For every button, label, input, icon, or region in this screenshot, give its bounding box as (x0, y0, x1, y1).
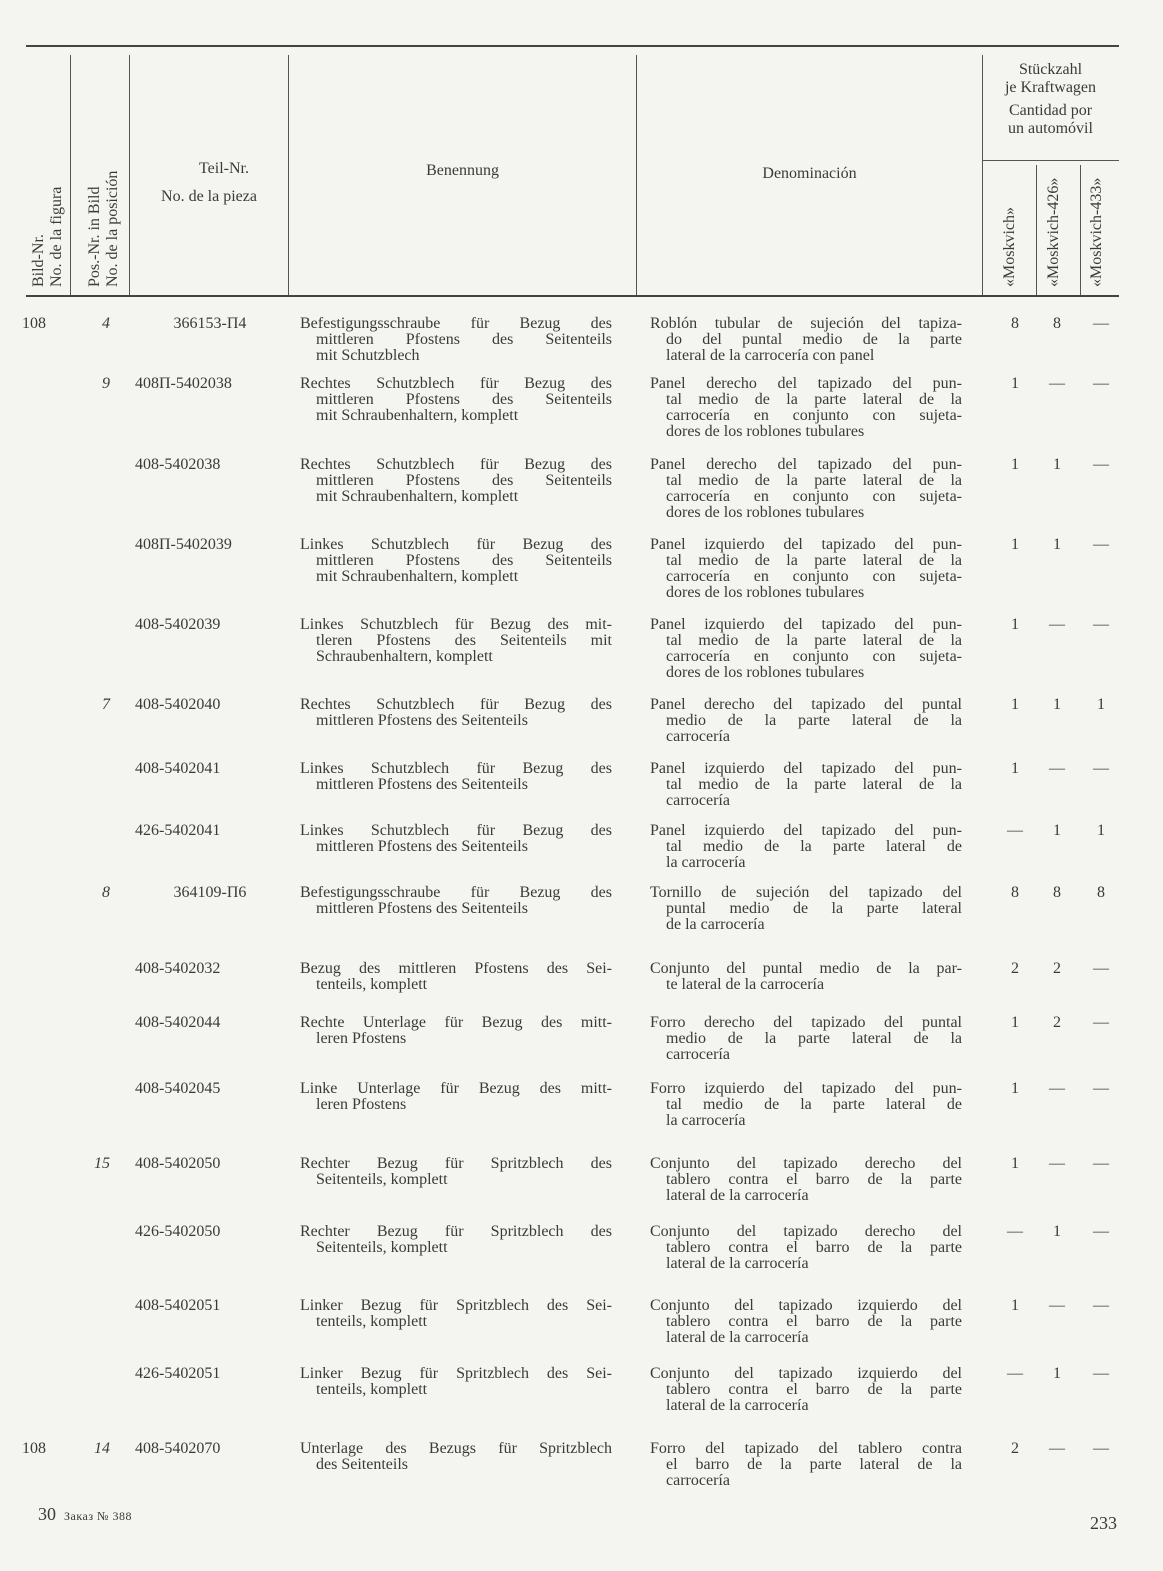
part-number: 408-5402032 (135, 960, 221, 977)
denominacion-line: Panel derecho del tapizado del puntal (650, 696, 962, 713)
header-benennung: Benennung (426, 162, 499, 179)
part-number: 426-5402050 (135, 1223, 221, 1240)
denominacion-text (650, 457, 962, 521)
qty-moskvich-426: 1 (1053, 696, 1061, 713)
qty-moskvich-433: — (1093, 1014, 1109, 1031)
benennung-line: mittleren Pfostens des Seitenteils (316, 552, 612, 569)
qty-moskvich-433: — (1093, 1365, 1109, 1382)
denominacion-line: carrocería (666, 1472, 730, 1489)
denominacion-line: Conjunto del tapizado derecho del (650, 1223, 962, 1240)
denominacion-line: Conjunto del tapizado derecho del (650, 1155, 962, 1172)
denominacion-line: carrocería (666, 792, 730, 809)
benennung-line: Rechtes Schutzblech für Bezug des (300, 456, 612, 473)
benennung-line: Rechte Unterlage für Bezug des mitt- (300, 1014, 612, 1031)
benennung-text (300, 1366, 612, 1398)
position-number: 8 (102, 884, 110, 901)
benennung-line: Rechtes Schutzblech für Bezug des (300, 696, 612, 713)
denominacion-line: lateral de la carrocería (666, 1187, 809, 1204)
qty-moskvich-433: — (1093, 760, 1109, 777)
qty-moskvich: 1 (1011, 536, 1019, 553)
denominacion-text (650, 1298, 962, 1346)
benennung-text (300, 1015, 612, 1047)
denominacion-line: tal medio de la parte lateral de (666, 1096, 962, 1113)
benennung-line: tenteils, komplett (316, 976, 428, 993)
denominacion-line: puntal medio de la parte lateral (666, 900, 962, 917)
header-quantity (982, 61, 1119, 138)
header-quantity-line2: je Kraftwagen (1004, 79, 1097, 96)
benennung-text (300, 823, 612, 855)
part-number: 408П-5402039 (135, 536, 232, 553)
qty-moskvich-426: 2 (1053, 1014, 1061, 1031)
benennung-line: Schraubenhaltern, komplett (316, 648, 493, 665)
qty-moskvich-426: — (1049, 1080, 1065, 1097)
qty-moskvich: 1 (1011, 1014, 1019, 1031)
denominacion-line: carrocería en conjunto con sujeta- (666, 407, 962, 424)
benennung-line: tleren Pfostens des Seitenteils mit (316, 632, 612, 649)
header-model-moskvich-433: «Moskvich-433» (1088, 177, 1105, 287)
denominacion-line: el barro de la parte lateral de la (666, 1456, 962, 1473)
denominacion-text (650, 1441, 962, 1489)
denominacion-text (650, 316, 962, 364)
denominacion-text (650, 761, 962, 809)
denominacion-line: lateral de la carrocería con panel (666, 347, 875, 364)
header-fig-no-line1: Bild-Nr. (30, 234, 47, 287)
order-number: Заказ № 388 (64, 1509, 133, 1523)
benennung-line: Linkes Schutzblech für Bezug des mit- (300, 616, 612, 633)
column-divider (70, 55, 71, 295)
denominacion-line: Roblón tubular de sujeción del tapiza- (650, 315, 962, 332)
qty-moskvich: 8 (1011, 884, 1019, 901)
qty-moskvich: 1 (1011, 1297, 1019, 1314)
benennung-line: Bezug des mittleren Pfostens des Sei- (300, 960, 612, 977)
benennung-line: mit Schraubenhaltern, komplett (316, 568, 519, 585)
benennung-line: mittleren Pfostens des Seitenteils (316, 900, 528, 917)
qty-moskvich-426: 1 (1053, 1365, 1061, 1382)
qty-moskvich: — (1007, 1365, 1023, 1382)
denominacion-line: tablero contra el barro de la parte (666, 1239, 962, 1256)
benennung-text (300, 1156, 612, 1188)
header-model-moskvich-426: «Moskvich-426» (1045, 177, 1062, 287)
benennung-line: Unterlage des Bezugs für Spritzblech (300, 1440, 612, 1457)
qty-moskvich-426: — (1049, 1155, 1065, 1172)
denominacion-line: de la carrocería (666, 916, 765, 933)
benennung-line: Befestigungsschraube für Bezug des (300, 884, 612, 901)
qty-moskvich: 1 (1011, 375, 1019, 392)
denominacion-line: Tornillo de sujeción del tapizado del (650, 884, 962, 901)
denominacion-line: Panel derecho del tapizado del pun- (650, 456, 962, 473)
qty-moskvich-426: 1 (1053, 536, 1061, 553)
benennung-line: mittleren Pfostens des Seitenteils (316, 472, 612, 489)
denominacion-line: Conjunto del puntal medio de la par- (650, 960, 962, 977)
benennung-text (300, 1298, 612, 1330)
denominacion-line: Conjunto del tapizado izquierdo del (650, 1297, 962, 1314)
header-part-no-de: Teil-Nr. (199, 160, 249, 177)
denominacion-line: dores de los roblones tubulares (666, 664, 865, 681)
benennung-line: mittleren Pfostens des Seitenteils (316, 776, 528, 793)
column-divider (1036, 165, 1037, 295)
denominacion-line: Panel izquierdo del tapizado del pun- (650, 616, 962, 633)
denominacion-line: carrocería en conjunto con sujeta- (666, 568, 962, 585)
benennung-line: tenteils, komplett (316, 1313, 428, 1330)
denominacion-text (650, 617, 962, 681)
denominacion-line: dores de los roblones tubulares (666, 504, 865, 521)
denominacion-line: dores de los roblones tubulares (666, 423, 865, 440)
benennung-line: Seitenteils, komplett (316, 1171, 448, 1188)
benennung-text (300, 761, 612, 793)
benennung-line: Linker Bezug für Spritzblech des Sei- (300, 1297, 612, 1314)
qty-moskvich-433: — (1093, 1080, 1109, 1097)
benennung-line: mit Schutzblech (316, 347, 420, 364)
benennung-line: Linker Bezug für Spritzblech des Sei- (300, 1365, 612, 1382)
position-number: 4 (102, 315, 110, 332)
denominacion-line: lateral de la carrocería (666, 1329, 809, 1346)
signature-mark: 30 (38, 1504, 56, 1524)
denominacion-line: carrocería en conjunto con sujeta- (666, 488, 962, 505)
benennung-line: Linkes Schutzblech für Bezug des (300, 760, 612, 777)
benennung-line: Linkes Schutzblech für Bezug des (300, 536, 612, 553)
denominacion-line: carrocería en conjunto con sujeta- (666, 648, 962, 665)
denominacion-line: Conjunto del tapizado izquierdo del (650, 1365, 962, 1382)
benennung-text (300, 316, 612, 364)
header-quantity-line1: Stückzahl (1018, 61, 1083, 78)
part-number: 408-5402040 (135, 696, 221, 713)
benennung-text (300, 1081, 612, 1113)
figure-number: 108 (22, 315, 46, 332)
denominacion-line: tal medio de la parte lateral de la (666, 552, 962, 569)
header-quantity-line3: Cantidad por (1008, 102, 1093, 119)
benennung-line: Linke Unterlage für Bezug des mitt- (300, 1080, 612, 1097)
qty-moskvich-426: — (1049, 1440, 1065, 1457)
benennung-text (300, 376, 612, 424)
denominacion-line: te lateral de la carrocería (666, 976, 825, 993)
denominacion-line: medio de la parte lateral de la (666, 712, 962, 729)
benennung-line: mittleren Pfostens des Seitenteils (316, 331, 612, 348)
column-divider (1080, 165, 1081, 295)
benennung-line: Rechter Bezug für Spritzblech des (300, 1223, 612, 1240)
denominacion-line: carrocería (666, 728, 730, 745)
denominacion-line: Panel derecho del tapizado del pun- (650, 375, 962, 392)
denominacion-text (650, 885, 962, 933)
header-pos-no-line2: No. de la posición (104, 170, 121, 287)
qty-moskvich-426: 8 (1053, 315, 1061, 332)
qty-moskvich-433: 1 (1097, 822, 1105, 839)
denominacion-text (650, 823, 962, 871)
qty-moskvich-426: 1 (1053, 1223, 1061, 1240)
denominacion-text (650, 1081, 962, 1129)
benennung-line: Rechtes Schutzblech für Bezug des (300, 375, 612, 392)
qty-moskvich: 1 (1011, 1155, 1019, 1172)
benennung-line: mit Schraubenhaltern, komplett (316, 407, 519, 424)
part-number: 408-5402050 (135, 1155, 221, 1172)
benennung-line: leren Pfostens (316, 1030, 407, 1047)
position-number: 9 (102, 375, 110, 392)
qty-moskvich: 1 (1011, 696, 1019, 713)
part-number: 408-5402041 (135, 760, 221, 777)
denominacion-line: tal medio de la parte lateral de la (666, 472, 962, 489)
benennung-line: mittleren Pfostens des Seitenteils (316, 712, 528, 729)
denominacion-text (650, 961, 962, 993)
qty-moskvich-426: 1 (1053, 456, 1061, 473)
denominacion-line: tablero contra el barro de la parte (666, 1171, 962, 1188)
benennung-text (300, 1224, 612, 1256)
benennung-text (300, 885, 612, 917)
benennung-text (300, 961, 612, 993)
denominacion-line: Panel izquierdo del tapizado del pun- (650, 760, 962, 777)
qty-moskvich-433: 8 (1097, 884, 1105, 901)
denominacion-text (650, 1224, 962, 1272)
denominacion-line: la carrocería (666, 854, 746, 871)
position-number: 14 (94, 1440, 110, 1457)
qty-moskvich-433: — (1093, 960, 1109, 977)
qty-moskvich: — (1007, 822, 1023, 839)
qty-moskvich: 2 (1011, 960, 1019, 977)
denominacion-line: carrocería (666, 1046, 730, 1063)
denominacion-line: tal medio de la parte lateral de la (666, 632, 962, 649)
qty-moskvich-433: — (1093, 1440, 1109, 1457)
denominacion-line: Panel izquierdo del tapizado del pun- (650, 822, 962, 839)
part-number: 408-5402045 (135, 1080, 221, 1097)
benennung-line: des Seitenteils (316, 1456, 408, 1473)
part-number: 408-5402070 (135, 1440, 221, 1457)
header-denominacion: Denominación (762, 165, 857, 182)
qty-moskvich: 8 (1011, 315, 1019, 332)
denominacion-text (650, 1366, 962, 1414)
qty-moskvich-426: — (1049, 616, 1065, 633)
benennung-text (300, 617, 612, 665)
qty-moskvich-433: — (1093, 456, 1109, 473)
table-header (26, 45, 1119, 297)
denominacion-line: do del puntal medio de la parte (666, 331, 962, 348)
denominacion-line: lateral de la carrocería (666, 1397, 809, 1414)
benennung-line: Befestigungsschraube für Bezug des (300, 315, 612, 332)
denominacion-line: tal medio de la parte lateral de la (666, 776, 962, 793)
header-fig-no-line2: No. de la figura (48, 186, 65, 287)
qty-moskvich-433: — (1093, 1155, 1109, 1172)
header-model-moskvich: «Moskvich» (1001, 207, 1018, 287)
header-part-no (130, 47, 288, 295)
benennung-text (300, 697, 612, 729)
benennung-line: Rechter Bezug für Spritzblech des (300, 1155, 612, 1172)
qty-moskvich: 1 (1011, 760, 1019, 777)
qty-moskvich-433: — (1093, 1223, 1109, 1240)
benennung-text (300, 1441, 612, 1473)
benennung-line: Seitenteils, komplett (316, 1239, 448, 1256)
denominacion-line: dores de los roblones tubulares (666, 584, 865, 601)
denominacion-line: tal medio de la parte lateral de la (666, 391, 962, 408)
qty-moskvich-426: 2 (1053, 960, 1061, 977)
page-footer-left (38, 1504, 132, 1525)
qty-moskvich-426: 8 (1053, 884, 1061, 901)
denominacion-line: tablero contra el barro de la parte (666, 1381, 962, 1398)
header-pos-no-line1: Pos.-Nr. in Bild (86, 186, 103, 287)
part-number: 426-5402041 (135, 822, 221, 839)
part-number: 366153-П4 (173, 315, 247, 332)
part-number: 408П-5402038 (135, 375, 232, 392)
qty-moskvich-433: — (1093, 375, 1109, 392)
denominacion-line: la carrocería (666, 1112, 746, 1129)
benennung-line: mittleren Pfostens des Seitenteils (316, 391, 612, 408)
denominacion-line: lateral de la carrocería (666, 1255, 809, 1272)
position-number: 7 (102, 696, 110, 713)
qty-moskvich: 1 (1011, 616, 1019, 633)
qty-moskvich: — (1007, 1223, 1023, 1240)
benennung-line: leren Pfostens (316, 1096, 407, 1113)
denominacion-line: tablero contra el barro de la parte (666, 1313, 962, 1330)
denominacion-text (650, 697, 962, 745)
qty-moskvich-433: — (1093, 315, 1109, 332)
qty-moskvich: 1 (1011, 1080, 1019, 1097)
part-number: 426-5402051 (135, 1365, 221, 1382)
qty-moskvich-426: — (1049, 1297, 1065, 1314)
benennung-text (300, 457, 612, 505)
benennung-line: Linkes Schutzblech für Bezug des (300, 822, 612, 839)
part-number: 408-5402051 (135, 1297, 221, 1314)
denominacion-text (650, 1015, 962, 1063)
benennung-line: mittleren Pfostens des Seitenteils (316, 838, 528, 855)
part-number: 364109-П6 (173, 884, 247, 901)
qty-moskvich-433: — (1093, 1297, 1109, 1314)
part-number: 408-5402039 (135, 616, 221, 633)
denominacion-line: Forro derecho del tapizado del puntal (650, 1014, 962, 1031)
figure-number: 108 (22, 1440, 46, 1457)
denominacion-text (650, 376, 962, 440)
benennung-line: mit Schraubenhaltern, komplett (316, 488, 519, 505)
denominacion-line: Forro del tapizado del tablero contra (650, 1440, 962, 1457)
denominacion-line: tal medio de la parte lateral de (666, 838, 962, 855)
qty-moskvich-426: — (1049, 760, 1065, 777)
quantity-divider (982, 160, 1119, 161)
qty-moskvich-426: — (1049, 375, 1065, 392)
position-number: 15 (94, 1155, 110, 1172)
header-quantity-line4: un automóvil (1008, 120, 1093, 137)
part-number: 408-5402044 (135, 1014, 221, 1031)
qty-moskvich-426: 1 (1053, 822, 1061, 839)
denominacion-text (650, 537, 962, 601)
qty-moskvich-433: — (1093, 616, 1109, 633)
benennung-text (300, 537, 612, 585)
benennung-line: tenteils, komplett (316, 1381, 428, 1398)
page-number: 233 (1090, 1513, 1117, 1533)
qty-moskvich: 1 (1011, 456, 1019, 473)
denominacion-line: medio de la parte lateral de la (666, 1030, 962, 1047)
part-number: 408-5402038 (135, 456, 221, 473)
denominacion-line: Panel izquierdo del tapizado del pun- (650, 536, 962, 553)
qty-moskvich: 2 (1011, 1440, 1019, 1457)
header-part-no-es: No. de la pieza (161, 188, 257, 205)
denominacion-line: Forro izquierdo del tapizado del pun- (650, 1080, 962, 1097)
qty-moskvich-433: 1 (1097, 696, 1105, 713)
qty-moskvich-433: — (1093, 536, 1109, 553)
denominacion-text (650, 1156, 962, 1204)
